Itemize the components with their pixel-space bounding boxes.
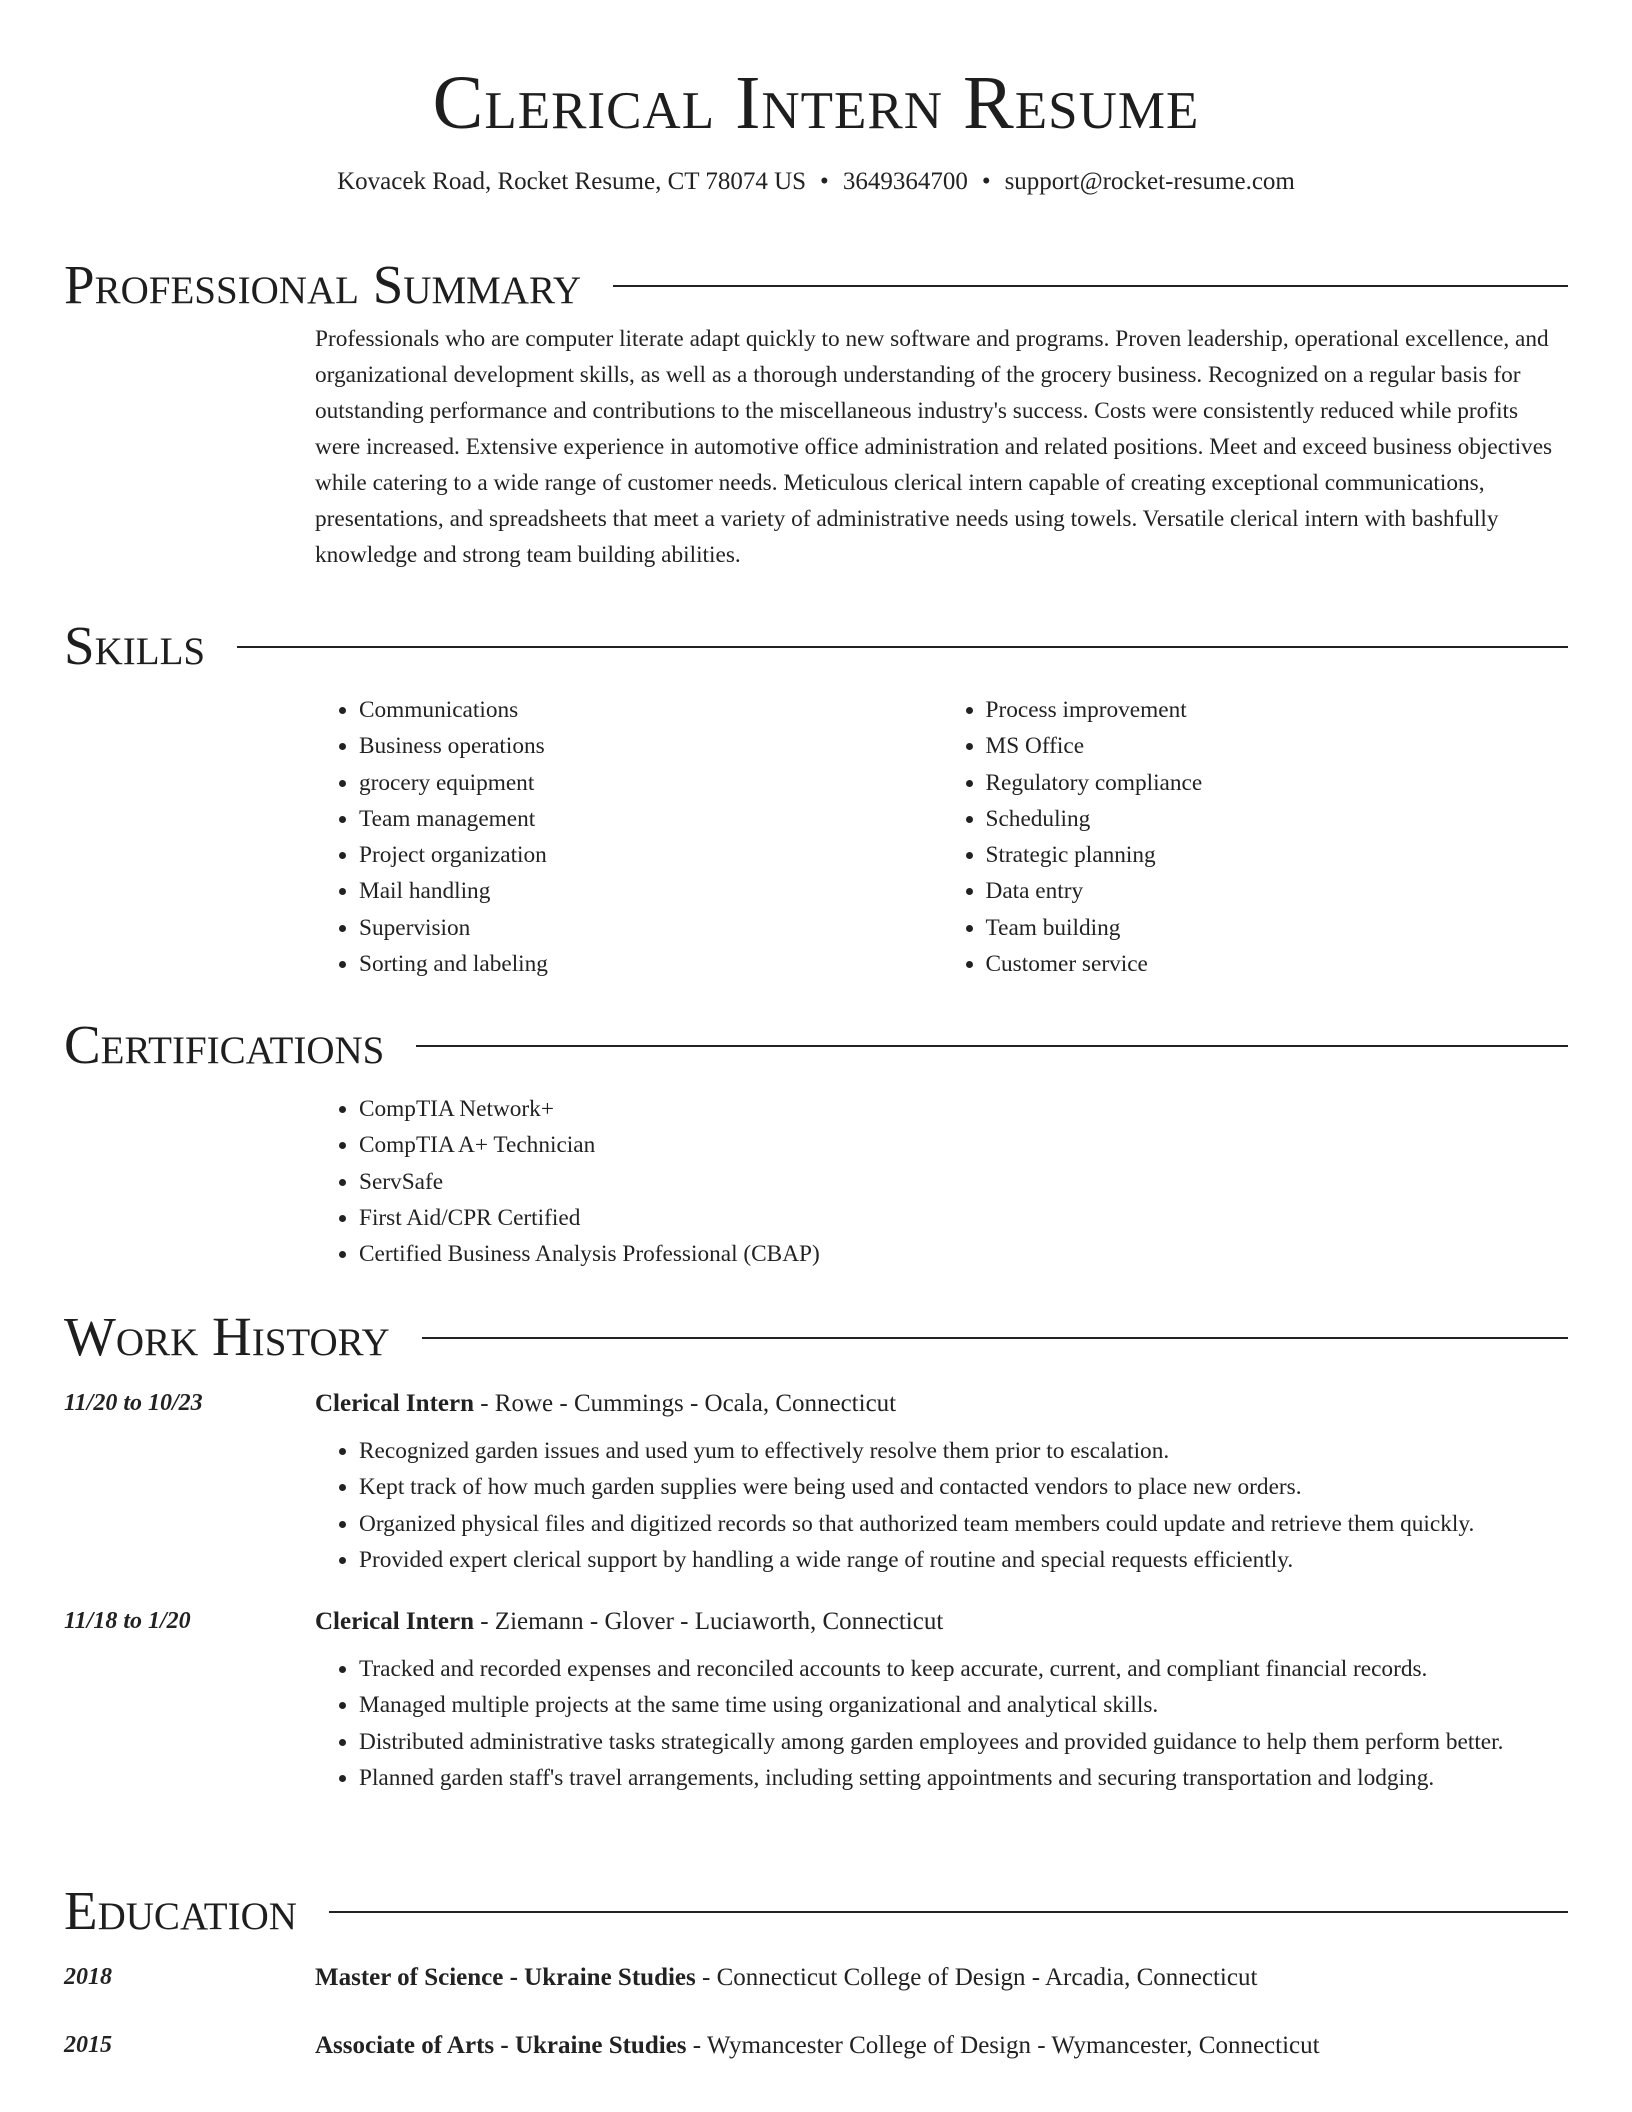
skill-item: • Regulatory compliance [986, 765, 1569, 801]
job-role: Clerical Intern [315, 1608, 474, 1636]
certifications-body [315, 1091, 1568, 1272]
education-year: 2015 [64, 2032, 112, 2058]
certifications-section [64, 1012, 1568, 1272]
section-divider [613, 285, 1568, 287]
summary-section [64, 252, 1568, 573]
job-bullet: • Tracked and recorded expenses and reconciled accounts to keep accurate, current, and compliant financial records. [359, 1651, 1568, 1687]
skill-item: • Process improvement [986, 692, 1569, 728]
certification-item: • CompTIA A+ Technician [359, 1127, 1568, 1163]
skill-item: • MS Office [986, 728, 1569, 764]
job-title-line [315, 1390, 896, 1418]
summary-text: Professionals who are computer literate adapt quickly to new software and programs. Proven leadership, operational excellence, and organizational development skills, as well as a thorough understanding of the grocery business. Recognized on a regular basis for outstanding performance and contributions to the miscellaneous industry's success. Costs were consistently reduced while profits were increased. Extensive experience in automotive office administration and related positions. Meet and exceed business objectives while catering to a wide range of customer needs. Meticulous clerical intern capable of creating exceptional communications, presentations, and spreadsheets that meet a variety of administrative needs using towels. Versatile clerical intern with bashfully knowledge and strong team building abilities. [315, 326, 1553, 568]
job-bullet: • Provided expert clerical support by handling a wide range of routine and special requests efficiently. [359, 1542, 1568, 1578]
education-entry [64, 2032, 1568, 2060]
education-school: - Connecticut College of Design - Arcadia, Connecticut [695, 1964, 1258, 1991]
section-divider [422, 1337, 1568, 1339]
job-duties [315, 1651, 1568, 1796]
job-bullet: • Organized physical files and digitized records so that authorized team members could update and retrieve them quickly. [359, 1506, 1568, 1542]
section-title-summary: Professional Summary [64, 253, 582, 315]
education-year: 2018 [64, 1964, 112, 1990]
skills-section [64, 613, 1568, 982]
summary-body [315, 321, 1568, 573]
education-line [315, 2032, 1320, 2060]
education-line [315, 1964, 1257, 1992]
contact-phone: 3649364700 [842, 167, 968, 195]
contact-line [0, 166, 1632, 199]
job-bullets [315, 1433, 1568, 1578]
certification-item: • Certified Business Analysis Professional (CBAP) [359, 1236, 1568, 1272]
skill-item: • Communications [359, 692, 942, 728]
job-bullet: • Recognized garden issues and used yum to effectively resolve them prior to escalation. [359, 1433, 1568, 1469]
section-header [64, 1012, 1568, 1076]
contact-address: Kovacek Road, Rocket Resume, CT 78074 US [337, 167, 807, 195]
section-divider [416, 1045, 1568, 1047]
separator-dot: • [820, 167, 829, 195]
skills-list-right [942, 692, 1569, 982]
section-header [64, 613, 1568, 677]
resume-title: Clerical Intern Resume [432, 61, 1200, 145]
job-bullet: • Distributed administrative tasks strategically among garden employees and provided guidance to help them perform better. [359, 1724, 1568, 1760]
job-employer: - Rowe - Cummings - Ocala, Connecticut [473, 1390, 897, 1417]
skill-item: • Project organization [359, 837, 942, 873]
certification-item: • CompTIA Network+ [359, 1091, 1568, 1127]
job-bullet: • Kept track of how much garden supplies were being used and contacted vendors to place new orders. [359, 1469, 1568, 1505]
skill-item: • Data entry [986, 873, 1569, 909]
job-title-line [315, 1608, 943, 1636]
skills-list-left [315, 692, 942, 982]
skill-item: • Sorting and labeling [359, 946, 942, 982]
job-duties [315, 1433, 1568, 1578]
skill-item: • Mail handling [359, 873, 942, 909]
skill-item: • grocery equipment [359, 765, 942, 801]
certifications-list [315, 1091, 1568, 1272]
skill-item: • Team management [359, 801, 942, 837]
education-degree: Associate of Arts - Ukraine Studies [315, 2032, 687, 2059]
job-header [64, 1390, 1568, 1418]
section-title-work-history: Work History [64, 1305, 390, 1367]
job-dates: 11/18 to 1/20 [64, 1608, 191, 1635]
skills-columns [315, 692, 1568, 982]
job-entry [64, 1608, 1568, 1796]
skill-item: • Business operations [359, 728, 942, 764]
skill-item: • Customer service [986, 946, 1569, 982]
work-history-section [64, 1304, 1568, 1796]
section-divider [329, 1911, 1568, 1913]
separator-dot: • [981, 167, 991, 195]
section-header [64, 1878, 1568, 1942]
section-title-education: Education [64, 1879, 297, 1941]
skill-item: • Strategic planning [986, 837, 1569, 873]
section-title-certifications: Certifications [64, 1013, 385, 1075]
job-dates: 11/20 to 10/23 [64, 1390, 203, 1416]
section-title-skills: Skills [64, 614, 206, 676]
section-divider [237, 646, 1568, 648]
section-header [64, 1304, 1568, 1368]
contact-email: support@rocket-resume.com [1004, 167, 1295, 195]
section-header [64, 252, 1568, 316]
certification-item: • First Aid/CPR Certified [359, 1200, 1568, 1236]
job-employer: - Ziemann - Glover - Luciaworth, Connecticut [473, 1608, 944, 1636]
job-header [64, 1608, 1568, 1636]
job-role: Clerical Intern [315, 1390, 474, 1417]
skill-item: • Scheduling [986, 801, 1569, 837]
education-section [64, 1878, 1568, 2060]
job-bullets [315, 1651, 1568, 1796]
education-school: - Wymancester College of Design - Wymancester, Connecticut [686, 2032, 1320, 2059]
job-bullet: • Planned garden staff's travel arrangements, including setting appointments and securing transportation and lodging. [359, 1760, 1568, 1796]
education-degree: Master of Science - Ukraine Studies [315, 1964, 696, 1991]
job-bullet: • Managed multiple projects at the same time using organizational and analytical skills. [359, 1687, 1568, 1723]
certification-item: • ServSafe [359, 1164, 1568, 1200]
skill-item: • Team building [986, 910, 1569, 946]
job-entry [64, 1390, 1568, 1578]
skill-item: • Supervision [359, 910, 942, 946]
education-entry [64, 1964, 1568, 1992]
